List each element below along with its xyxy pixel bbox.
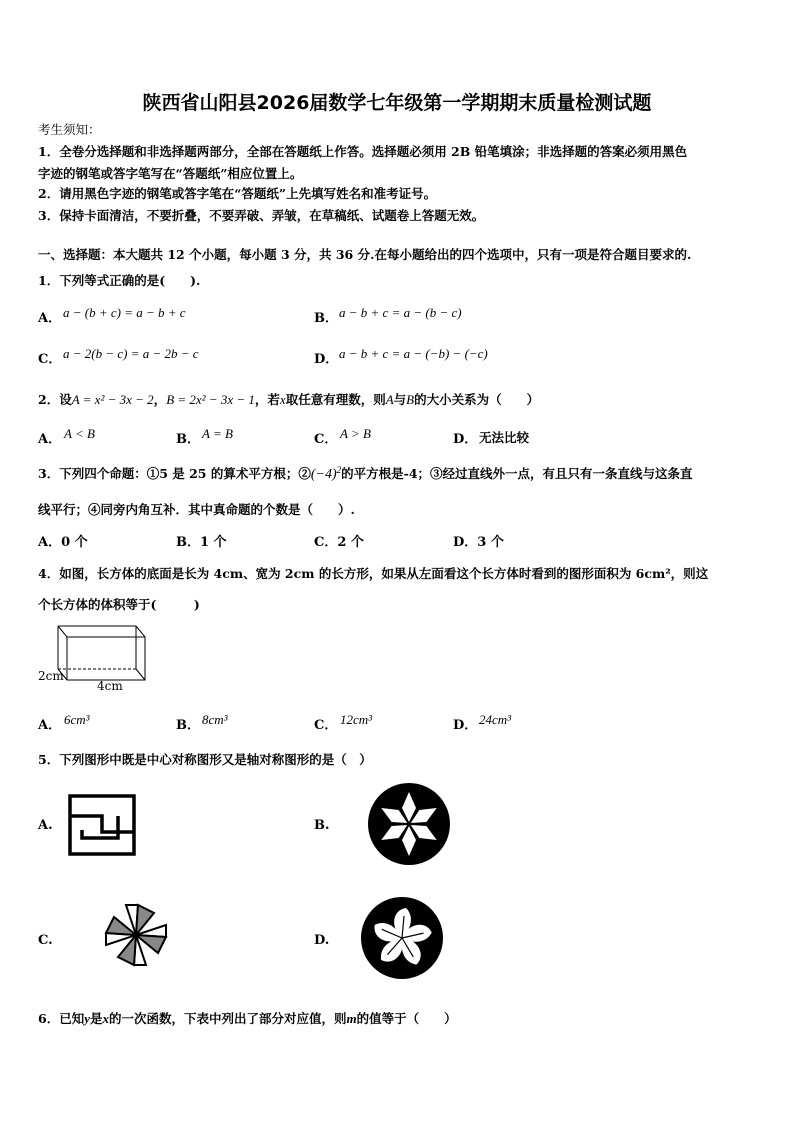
q1-option-d: a − b + c = a − (−b) − (−c) xyxy=(339,346,488,361)
q4-option-d: 24cm³ xyxy=(479,712,512,727)
q6-mid2: 的一次函数，下表中列出了部分对应值，则 xyxy=(109,1011,347,1026)
q1-option-d-label: D． xyxy=(314,352,339,367)
cuboid-figure xyxy=(55,623,155,683)
q2-suffix: 的大小关系为（ ） xyxy=(414,392,540,407)
q3-option-a: A．0 个 xyxy=(38,535,88,550)
q4-line-2: 个长方体的体积等于( ) xyxy=(38,597,200,612)
q3-line-2: 线平行；④同旁内角互补．其中真命题的个数是（ ）. xyxy=(38,502,355,517)
notice-line-1: 1．全卷分选择题和非选择题两部分，全部在答题纸上作答。选择题必须用 2B 铅笔填涂；非选择题的答案必须用黑色 xyxy=(38,144,688,159)
q1-option-c-label: C． xyxy=(38,352,62,367)
q6-mid1: 是 xyxy=(89,1011,103,1026)
q4-option-a: 6cm³ xyxy=(64,712,90,727)
q6-var-m: m xyxy=(346,1011,357,1026)
q3-expr: (−4) xyxy=(310,467,337,482)
q2-expr-a: A = x² − 3x − 2 xyxy=(71,392,154,407)
q3-option-b: B．1 个 xyxy=(176,535,227,550)
cuboid-length-label: 4cm xyxy=(97,679,123,693)
option-a-figure xyxy=(68,794,136,856)
q2-expr-b: B = 2x² − 3x − 1 xyxy=(166,392,255,407)
q4-option-d-label: D． xyxy=(453,718,478,733)
option-d-figure xyxy=(360,896,444,980)
q2-option-a-label: A． xyxy=(38,432,62,447)
q3-option-d: D．3 个 xyxy=(453,535,504,550)
notice-line-3: 2．请用黑色字迹的钢笔或答字笔在“答题纸”上先填写姓名和准考证号。 xyxy=(38,186,437,201)
notice-line-4: 3．保持卡面清洁，不要折叠，不要弄破、弄皱，在草稿纸、试题卷上答题无效。 xyxy=(38,208,485,223)
q2-option-d-label: D． xyxy=(453,432,478,447)
q3-line1-prefix: 3．下列四个命题：①5 是 25 的算术平方根；② xyxy=(38,466,311,481)
q2-stem xyxy=(38,390,539,408)
q1-option-a-label: A． xyxy=(38,311,62,326)
q3-line-1 xyxy=(38,464,693,483)
q2-var-b: B xyxy=(406,392,415,407)
q4-option-c-label: C． xyxy=(314,718,338,733)
q2-option-a: A < B xyxy=(64,426,95,441)
q5-option-d-label: D. xyxy=(314,933,330,948)
q1-stem: 1．下列等式正确的是( ). xyxy=(38,273,201,288)
q3-line1-suffix: 的平方根是-4；③经过直线外一点，有且只有一条直线与这条直 xyxy=(341,466,693,481)
q2-mid: ，若 xyxy=(254,392,280,407)
cuboid-width-label: 2cm xyxy=(38,669,64,683)
q1-option-b: a − b + c = a − (b − c) xyxy=(339,305,462,320)
q2-var-x: x xyxy=(279,392,286,407)
page-title: 陕西省山阳县2026届数学七年级第一学期期末质量检测试题 xyxy=(142,92,652,114)
notice-heading: 考生须知： xyxy=(38,122,101,137)
q2-prefix: 2．设 xyxy=(38,392,72,407)
q2-option-b: A = B xyxy=(202,426,233,441)
q1-option-a: a − (b + c) = a − b + c xyxy=(63,305,186,320)
q5-option-c-label: C. xyxy=(38,933,53,948)
option-b-figure xyxy=(367,782,451,866)
q6-var-y: y xyxy=(84,1011,90,1026)
q3-expr-exponent: 2 xyxy=(336,464,342,475)
q2-var-a: A xyxy=(385,392,394,407)
q2-option-d: 无法比较 xyxy=(479,430,530,445)
q4-option-c: 12cm³ xyxy=(340,712,373,727)
q2-mid2: 取任意有理数，则 xyxy=(285,392,386,407)
q6-stem xyxy=(38,1009,457,1027)
q5-stem: 5．下列图形中既是中心对称图形又是轴对称图形的是（ ） xyxy=(38,752,372,767)
notice-line-2: 字迹的钢笔或答字笔写在“答题纸”相应位置上。 xyxy=(38,166,303,181)
q2-option-c-label: C． xyxy=(314,432,338,447)
q2-option-b-label: B． xyxy=(176,432,200,447)
q3-option-c: C．2 个 xyxy=(314,535,364,550)
q6-suffix: 的值等于（ ） xyxy=(356,1011,457,1026)
q1-option-b-label: B． xyxy=(314,311,338,326)
q4-option-b: 8cm³ xyxy=(202,712,228,727)
q2-option-c: A > B xyxy=(340,426,371,441)
q2-yu: 与 xyxy=(393,392,407,407)
q6-prefix: 6．已知 xyxy=(38,1011,85,1026)
q2-sep: ， xyxy=(153,392,167,407)
section-heading: 一、选择题：本大题共 12 个小题，每小题 3 分，共 36 分.在每小题给出的四个选项中，只有一项是符合题目要求的. xyxy=(38,247,692,262)
q1-option-c: a − 2(b − c) = a − 2b − c xyxy=(63,346,199,361)
q5-option-b-label: B. xyxy=(314,818,330,833)
q5-option-a-label: A. xyxy=(38,818,53,833)
q4-option-a-label: A． xyxy=(38,718,62,733)
q4-option-b-label: B． xyxy=(176,718,200,733)
option-c-figure xyxy=(98,900,174,970)
q6-var-x: x xyxy=(102,1011,109,1026)
q4-line-1: 4．如图，长方体的底面是长为 4cm、宽为 2cm 的长方形，如果从左面看这个长方体时看到的图形面积为 6cm²，则这 xyxy=(38,566,709,581)
